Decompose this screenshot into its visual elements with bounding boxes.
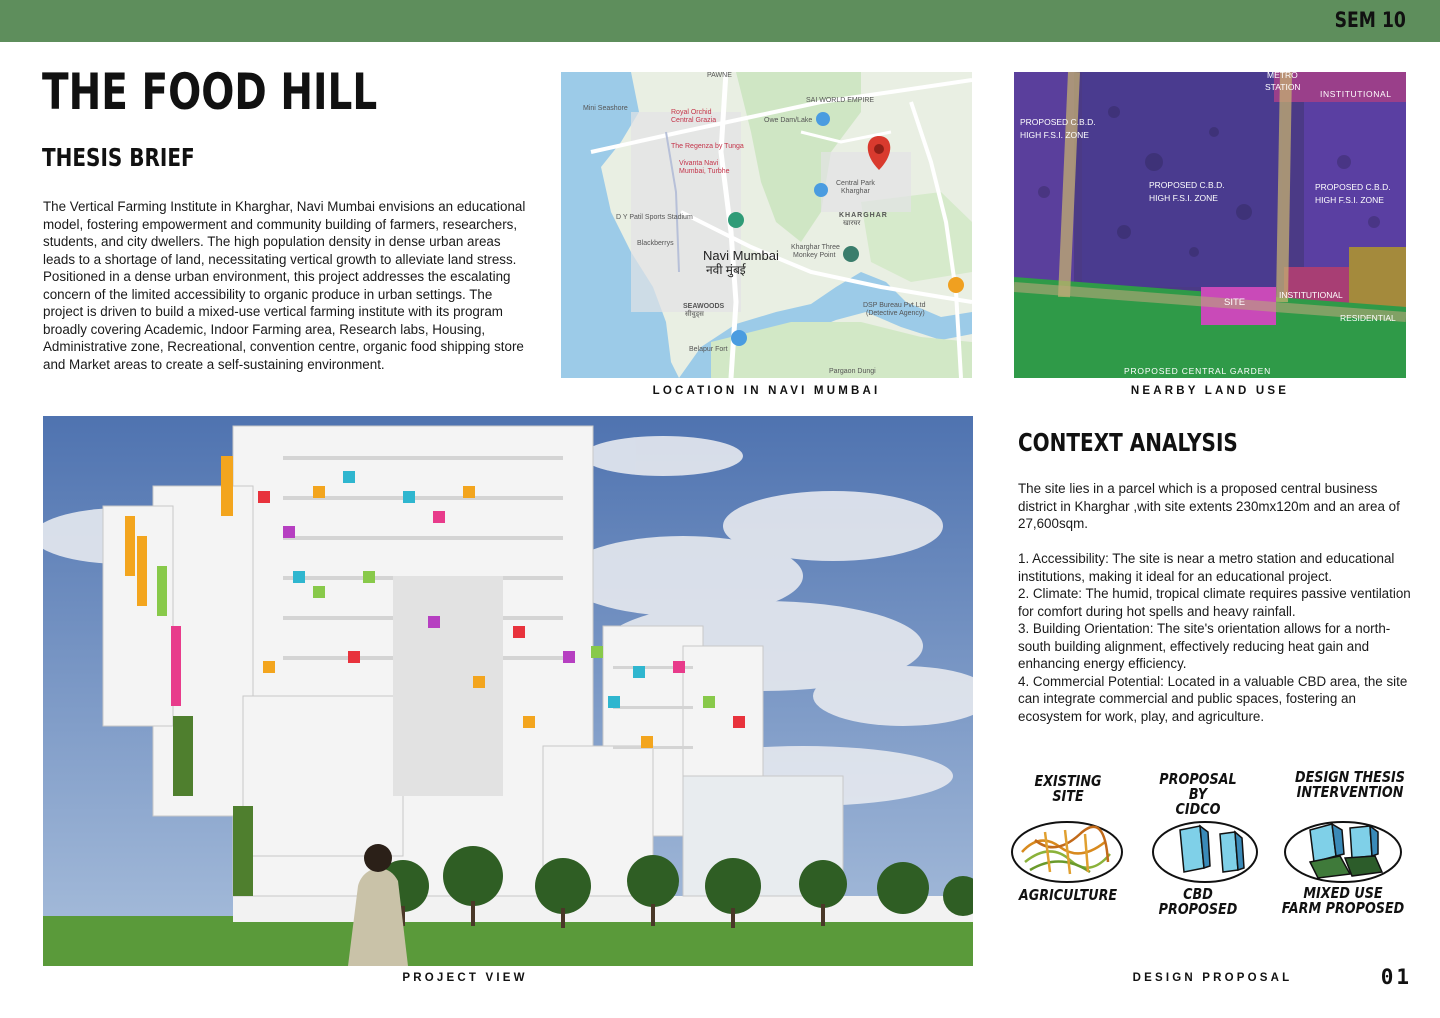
map-label-seawoods-hi: सीवुड्स: [685, 311, 704, 318]
sketch-thesis-bottom-2: FARM PROPOSED: [1281, 899, 1405, 917]
landuse-site: SITE: [1224, 297, 1246, 308]
landuse-cbd-left-2: HIGH F.S.I. ZONE: [1020, 130, 1089, 140]
map-caption: LOCATION IN NAVI MUMBAI: [652, 385, 881, 397]
page-title: THE FOOD HILL: [42, 63, 378, 121]
map-label-regenza: The Regenza by Tunga: [671, 143, 744, 150]
map-label-kharghar-small: Kharghar: [841, 188, 870, 195]
land-use-drawing: [1014, 72, 1406, 378]
footer-section: DESIGN PROPOSAL: [1132, 972, 1293, 984]
map-label-kharghar-three: Kharghar Three: [791, 244, 840, 251]
landuse-cbd-mid-1: PROPOSED C.B.D.: [1149, 180, 1225, 190]
landuse-station: STATION: [1265, 82, 1301, 92]
sketch-cidco-bottom-2: PROPOSED: [1158, 900, 1238, 918]
map-label-central-grazia: Central Grazia: [671, 117, 717, 124]
brief-heading: THESIS BRIEF: [42, 143, 195, 172]
map-label-central-park: Central Park: [836, 180, 875, 187]
landuse-cbd-left-1: PROPOSED C.B.D.: [1020, 117, 1096, 127]
project-render: [43, 416, 973, 966]
map-drawing: [561, 72, 972, 378]
render-caption: PROJECT VIEW: [402, 972, 528, 984]
map-label-dsp-bureau: DSP Bureau Pvt Ltd: [863, 302, 926, 309]
header-bar: [0, 0, 1440, 42]
map-label-seawoods: SEAWOODS: [683, 303, 725, 310]
sketch-cidco-bottom: [1149, 887, 1248, 917]
sketch-cidco-top: [1149, 772, 1248, 817]
landuse-cbd-right-2: HIGH F.S.I. ZONE: [1315, 195, 1384, 205]
map-label-detective: (Detective Agency): [866, 310, 925, 317]
map-label-monkey-point: Monkey Point: [793, 252, 836, 259]
context-point: 2. Climate: The humid, tropical climate requires passive ventilation for comfort during hot spells and heavy rainfall.: [1018, 586, 1411, 619]
landuse-caption: NEARBY LAND USE: [1130, 385, 1290, 397]
sketch-drawings: [1010, 812, 1420, 890]
map-label-belapur: Belapur Fort: [689, 346, 728, 353]
render-drawing: [43, 416, 973, 966]
map-label-navi-mumbai-hi: नवी मुंबई: [706, 263, 746, 277]
map-label-owe-dam: Owe Dam/Lake: [764, 117, 813, 124]
sketch-existing-bottom: AGRICULTURE: [1018, 886, 1118, 904]
map-label-mini-seashore: Mini Seashore: [583, 105, 628, 112]
landuse-institutional-top: INSTITUTIONAL: [1320, 89, 1392, 99]
map-label-kharghar-hi: खारघर: [843, 220, 861, 227]
context-intro: The site lies in a parcel which is a proposed central business district in Kharghar ,with site extents 230mx120m and an area of 27,600sqm.: [1018, 481, 1400, 531]
map-label-sai-world: SAI WORLD EMPIRE: [806, 97, 875, 104]
map-label-dy-patil: D Y Patil Sports Stadium: [616, 214, 693, 221]
page-number: 01: [1380, 965, 1412, 989]
sketch-thesis-top-1: DESIGN THESIS: [1295, 768, 1405, 786]
map-label-vivanta: Vivanta Navi: [679, 160, 719, 167]
map-label-turbhe: Mumbai, Turbhe: [679, 168, 730, 175]
map-label-pawne: PAWNE: [707, 72, 732, 79]
context-point: 1. Accessibility: The site is near a metro station and educational institutions, making it ideal for an educational project.: [1018, 551, 1395, 584]
context-heading: CONTEXT ANALYSIS: [1018, 428, 1238, 457]
sketch-thesis-top: [1292, 770, 1408, 800]
landuse-institutional-mid: INSTITUTIONAL: [1279, 290, 1343, 300]
context-point: 3. Building Orientation: The site's orientation allows for a north-south building alignment, effectively reducing heat gain and enhancing energy efficiency.: [1018, 621, 1391, 671]
sketch-thesis-bottom-1: MIXED USE: [1303, 884, 1383, 902]
map-label-royal-orchid: Royal Orchid: [671, 109, 712, 116]
location-map: [561, 72, 972, 378]
landuse-residential: RESIDENTIAL: [1340, 313, 1396, 323]
landuse-metro: METRO: [1267, 72, 1298, 80]
landuse-cbd-right-1: PROPOSED C.B.D.: [1315, 182, 1391, 192]
context-point: 4. Commercial Potential: Located in a valuable CBD area, the site can integrate commercial and public spaces, fostering an ecosystem for work, play, and agriculture.: [1018, 673, 1408, 724]
map-label-navi-mumbai: Navi Mumbai: [703, 248, 779, 263]
sketch-existing-top: EXISTING SITE: [1034, 772, 1102, 805]
map-label-pargaon: Pargaon Dungi: [829, 368, 876, 375]
brief-text: The Vertical Farming Institute in Kharghar, Navi Mumbai envisions an educational model, fostering empowerment and community building of farmers, researchers, students, and city dwellers. The high population density in dense urban areas leads to a shortage of land, necessitating vertical growth to alleviate land stress. Positioned in a dense urban environment, this project addresses the escalating concern of the limited accessibility to organic produce in urban settings. The project is driven to build a mixed-use vertical farming institute with its program broadly covering Academic, Indoor Farming area, Research labs, Housing, Administrative zone, Recreational, convention centre, organic food shipping store and Market areas to create a self-sustaining environment.: [43, 199, 526, 372]
map-label-blackberrys: Blackberrys: [637, 240, 674, 247]
map-label-kharghar: KHARGHAR: [839, 212, 888, 219]
context-text: [1018, 480, 1418, 725]
semester-label: SEM 10: [1334, 8, 1406, 32]
sketch-thesis-top-2: INTERVENTION: [1296, 783, 1404, 801]
sketch-cidco-top-2: CIDCO: [1175, 800, 1221, 818]
land-use-map: [1014, 72, 1406, 378]
sketch-cidco-bottom-1: CBD: [1183, 885, 1213, 903]
sketch-cidco-top-1: PROPOSAL BY: [1159, 770, 1237, 803]
landuse-cbd-mid-2: HIGH F.S.I. ZONE: [1149, 193, 1218, 203]
sketch-thesis-bottom: [1279, 886, 1407, 916]
landuse-garden: PROPOSED CENTRAL GARDEN: [1124, 366, 1272, 376]
